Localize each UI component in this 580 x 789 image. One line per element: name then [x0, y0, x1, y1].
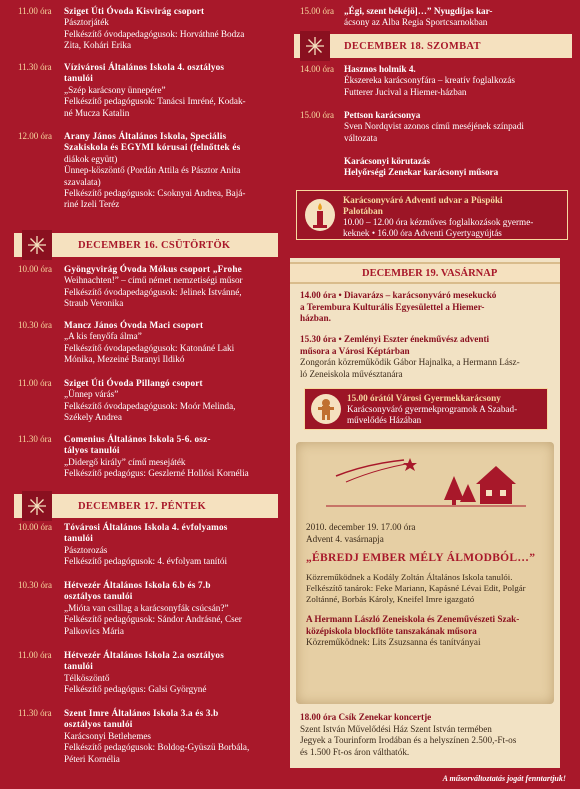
entry-time: 10.00 óra [18, 522, 52, 532]
day-header-label: DECEMBER 16. CSÜTÖRTÖK [78, 239, 231, 251]
entry-body [64, 580, 276, 637]
entry-body [64, 6, 276, 52]
entry-time: 14.00 óra [300, 64, 334, 74]
entry-line: „Mióta van csillag a karácsonyfák csúcsán?” [64, 602, 229, 613]
advent-line: 10.00 – 12.00 óra kézműves foglalkozások gyerme- [343, 217, 534, 227]
snowflake-icon [22, 230, 52, 260]
entry-title: Helyőrségi Zenekar karácsonyi műsora [344, 167, 499, 178]
entry-time: 10.00 óra [18, 264, 52, 274]
footer-note: A műsorváltoztatás jogát fenntartjuk! [442, 774, 566, 783]
entry-line: né Mucza Katalin [64, 107, 130, 118]
entry-line: szavalata) [64, 176, 101, 187]
csik-line: Szent István Művelődési Ház Szent István termében [300, 723, 492, 734]
entry-line: Palkovics Mária [64, 625, 124, 636]
entry-title: Arany János Általános Iskola, Speciális [64, 131, 227, 141]
card-desc-line: Zoltánné, Borbás Károly, Kneifel Imre igazgató [306, 594, 475, 604]
entry-line: Felkészítő óvodapedagógusok: Jelinek Istvánné, [64, 286, 242, 297]
scene-illustration [326, 448, 526, 508]
dec19-program-2 [300, 334, 552, 380]
entry-line: Pásztorjáték [64, 17, 109, 28]
dec19-line: Zongorán közreműködik Gábor Hajnalka, a Hermann Lász- [300, 357, 520, 367]
card-title: „ÉBREDJ EMBER MÉLY ÁLMODBÓL…” [306, 552, 536, 564]
entry-body [64, 650, 276, 696]
dec19-panel [290, 258, 560, 768]
house-icon [476, 466, 516, 504]
entry-title: Hétvezér Általános Iskola 2.a osztályos [64, 650, 224, 660]
day-header-dec19 [290, 262, 560, 284]
entry-time: 10.30 óra [18, 320, 52, 330]
entry-line: Télköszöntő [64, 672, 110, 683]
entry-line: Felkészítő pedagógus: Geszlerné Hollósi Kornélia [64, 468, 249, 479]
entry-title: osztályos tanulói [64, 719, 133, 730]
entry-line: Weihnachten!” – című német nemzetiségi műsor [64, 275, 243, 286]
entry-body [344, 64, 570, 98]
day-header-dec17 [14, 494, 278, 518]
entry-title: Tóvárosi Általános Iskola 4. évfolyamos [64, 522, 228, 532]
csik-line: és 1.500 Ft-os áron válthatók. [300, 746, 410, 757]
entry-line: Futterer Jucival a Hiemer-házban [344, 86, 467, 97]
advent-title: Karácsonyváró Adventi udvar a Püspöki [343, 195, 503, 205]
entry-line: Felkészítő óvodapedagógusok: Moór Melinda, [64, 400, 236, 411]
entry-title: Vízivárosi Általános Iskola 4. osztályos [64, 62, 225, 72]
entry-title: tanulói [64, 661, 93, 672]
entry-line: „A kis fenyőfa álma” [64, 331, 142, 342]
entry-line: Karácsonyi Betlehemes [64, 730, 151, 741]
entry-line: Felkészítő óvodapedagógusok: Katonáné Laki [64, 342, 235, 353]
entry-line: Felkészítő pedagógusok: Boldog-Gyüszü Borbála, [64, 742, 250, 753]
entry-line: „Ünnep várás” [64, 389, 119, 400]
day-header-dec16 [14, 233, 278, 257]
dec19-line: a Terembura Kulturális Egyesülettel a Hiemer- [300, 301, 485, 312]
entry-line: Felkészítő óvodapedagógusok: Horváthné Bodza [64, 28, 245, 39]
tree-icon [460, 484, 476, 502]
advent-title: Palotában [343, 206, 383, 216]
snowflake-icon [300, 31, 330, 61]
entry-title: Mancz János Óvoda Maci csoport [64, 320, 204, 330]
entry-line: Felkészítő pedagógusok: 4. évfolyam tanítói [64, 556, 228, 567]
gingerbread-line: Karácsonyváró gyermekprogramok A Szabad- [347, 404, 518, 414]
card-hermann-line: Közreműködnek: Lits Zsuzsanna és tanítványai [306, 637, 481, 647]
entry-line: Felkészítő pedagógusok: Tanácsi Imréné, Kodak- [64, 96, 246, 107]
entry-line: Székely Andrea [64, 412, 122, 423]
entry-body [64, 131, 276, 211]
entry-time: 12.00 óra [18, 131, 52, 141]
concert-card [296, 442, 554, 704]
dec19-title: 15.30 óra • Zemlényi Eszter énekművész adventi [300, 334, 490, 344]
card-hermann-title: középiskola blockflöte tanszakának műsora [306, 625, 477, 636]
entry-title: tályos tanulói [64, 445, 120, 456]
dec19-line: házban. [300, 313, 331, 323]
entry-title: Comenius Általános Iskola 5-6. osz- [64, 434, 211, 444]
left-column [0, 0, 282, 789]
advent-box [296, 190, 568, 240]
gingerbread-title: 15.00 órától Városi Gyermekkarácsony [347, 393, 501, 403]
entry-line: Felkészítő pedagógusok: Csoknyai Andrea, Bajá- [64, 188, 246, 199]
dec19-program-1 [300, 290, 552, 325]
day-header-dec18 [294, 34, 572, 58]
card-date-line: Advent 4. vasárnapja [306, 533, 384, 544]
entry-line: Felkészítő pedagógusok: Sándor Andrásné, Cser [64, 614, 242, 625]
entry-title: Szent Imre Általános Iskola 3.a és 3.b [64, 708, 219, 718]
dec19-line: 14.00 óra • Diavarázs – karácsonyváró mesekuckó [300, 290, 497, 300]
entry-title: tanulói [64, 73, 93, 84]
snowflake-icon [22, 491, 52, 521]
entry-title: Hasznos holmik 4. [344, 64, 416, 74]
entry-line: Ékszereka karácsonyfára – kreatív foglalkozás [344, 75, 515, 86]
entry-body [64, 378, 276, 424]
gingerbread-text [347, 393, 543, 426]
entry-line: Pásztorozás [64, 544, 108, 555]
entry-line: Ünnep-köszöntő (Pordán Attila és Pásztor Anita [64, 165, 241, 176]
entry-body [344, 110, 570, 144]
entry-time: 10.30 óra [18, 580, 52, 590]
entry-line: riné Izeli Teréz [64, 199, 120, 210]
entry-time: 11.00 óra [18, 6, 52, 16]
comet-icon [336, 458, 417, 482]
entry-body [64, 434, 276, 480]
card-desc-line: Közreműködnek a Kodály Zoltán Általános Iskola tanulói. [306, 572, 513, 582]
entry-line: „Didergő király” című mesejáték [64, 456, 186, 467]
entry-title: tanulói [64, 533, 93, 544]
entry-title: Szakiskola és EGYMI kórusai (felnőttek és [64, 142, 241, 153]
day-header-label: DECEMBER 17. PÉNTEK [78, 500, 206, 512]
card-desc-line: Felkészítő tanárok: Feke Mariann, Kapásné Lévai Edit, Polgár [306, 583, 526, 593]
gingerbread-line: művelődés Házában [347, 415, 422, 425]
card-date-line: 2010. december 19. 17.00 óra [306, 522, 416, 532]
entry-title: Karácsonyi körutazás [344, 156, 431, 166]
entry-title: „Égi, szent békéjö]…” Nyugdíjas kar- [344, 6, 493, 16]
entry-body [64, 62, 276, 119]
day-header-label: DECEMBER 19. VASÁRNAP [362, 267, 498, 279]
entry-time: 11.30 óra [18, 434, 52, 444]
advent-line: keknek • 16.00 óra Adventi Gyertyagyújtás [343, 228, 502, 238]
entry-title: Sziget Úti Óvoda Pillangó csoport [64, 378, 203, 388]
entry-line: „Szép karácsony ünnepére” [64, 84, 166, 95]
gingerbread-box [304, 388, 548, 430]
entry-time: 15.00 óra [300, 6, 334, 16]
entry-time: 15.00 óra [300, 110, 334, 120]
entry-body [344, 6, 570, 29]
entry-time: 11.00 óra [18, 378, 52, 388]
entry-time: 11.30 óra [18, 62, 52, 72]
entry-line: Felkészítő pedagógus: Galsi Györgyné [64, 684, 207, 695]
entry-body [64, 522, 276, 568]
entry-time: 11.00 óra [18, 650, 52, 660]
card-description [306, 572, 548, 605]
gingerbread-icon [311, 394, 341, 424]
csik-line: Jegyek a Tourinform Irodában és a helyszínen 2.500,-Ft-os [300, 735, 517, 745]
entry-line: Straub Veronika [64, 298, 124, 309]
entry-time: 11.30 óra [18, 708, 52, 718]
csik-title: 18.00 óra Csík Zenekar koncertje [300, 712, 432, 722]
entry-title: Pettson karácsonya [344, 110, 421, 120]
csik-concert [300, 712, 552, 758]
entry-line: Sven Nordqvist azonos című meséjének színpadi [344, 121, 524, 132]
entry-line: változata [344, 132, 378, 143]
entry-title: Hétvezér Általános Iskola 6.b és 7.b [64, 580, 211, 590]
card-date [306, 522, 548, 545]
entry-title: Sziget Úti Óvoda Kisvirág csoport [64, 6, 205, 16]
entry-body [344, 156, 570, 179]
candle-icon [305, 199, 335, 231]
dec19-line: ló Zeneiskola művésztanára [300, 368, 403, 379]
entry-line: ácsony az Alba Regia Sportcsarnokban [344, 17, 488, 28]
day-header-label: DECEMBER 18. SZOMBAT [344, 40, 481, 52]
dec19-title: műsora a Városi Képtárban [300, 345, 410, 356]
entry-body [64, 264, 276, 310]
advent-text [343, 195, 563, 239]
entry-title: osztályos tanulói [64, 591, 133, 602]
entry-body [64, 708, 276, 765]
entry-body [64, 320, 276, 366]
card-hermann [306, 614, 548, 649]
entry-line: Zita, Kohári Erika [64, 40, 132, 51]
card-hermann-title: A Hermann László Zeneiskola és Zeneművészeti Szak- [306, 614, 520, 624]
entry-line: diákok együtt) [64, 153, 118, 164]
entry-line: Mónika, Mezeiné Baranyi Ildikó [64, 354, 185, 365]
entry-title: Gyöngyvirág Óvoda Mókus csoport „Frohe [64, 264, 242, 274]
entry-line: Péteri Kornélia [64, 753, 120, 764]
